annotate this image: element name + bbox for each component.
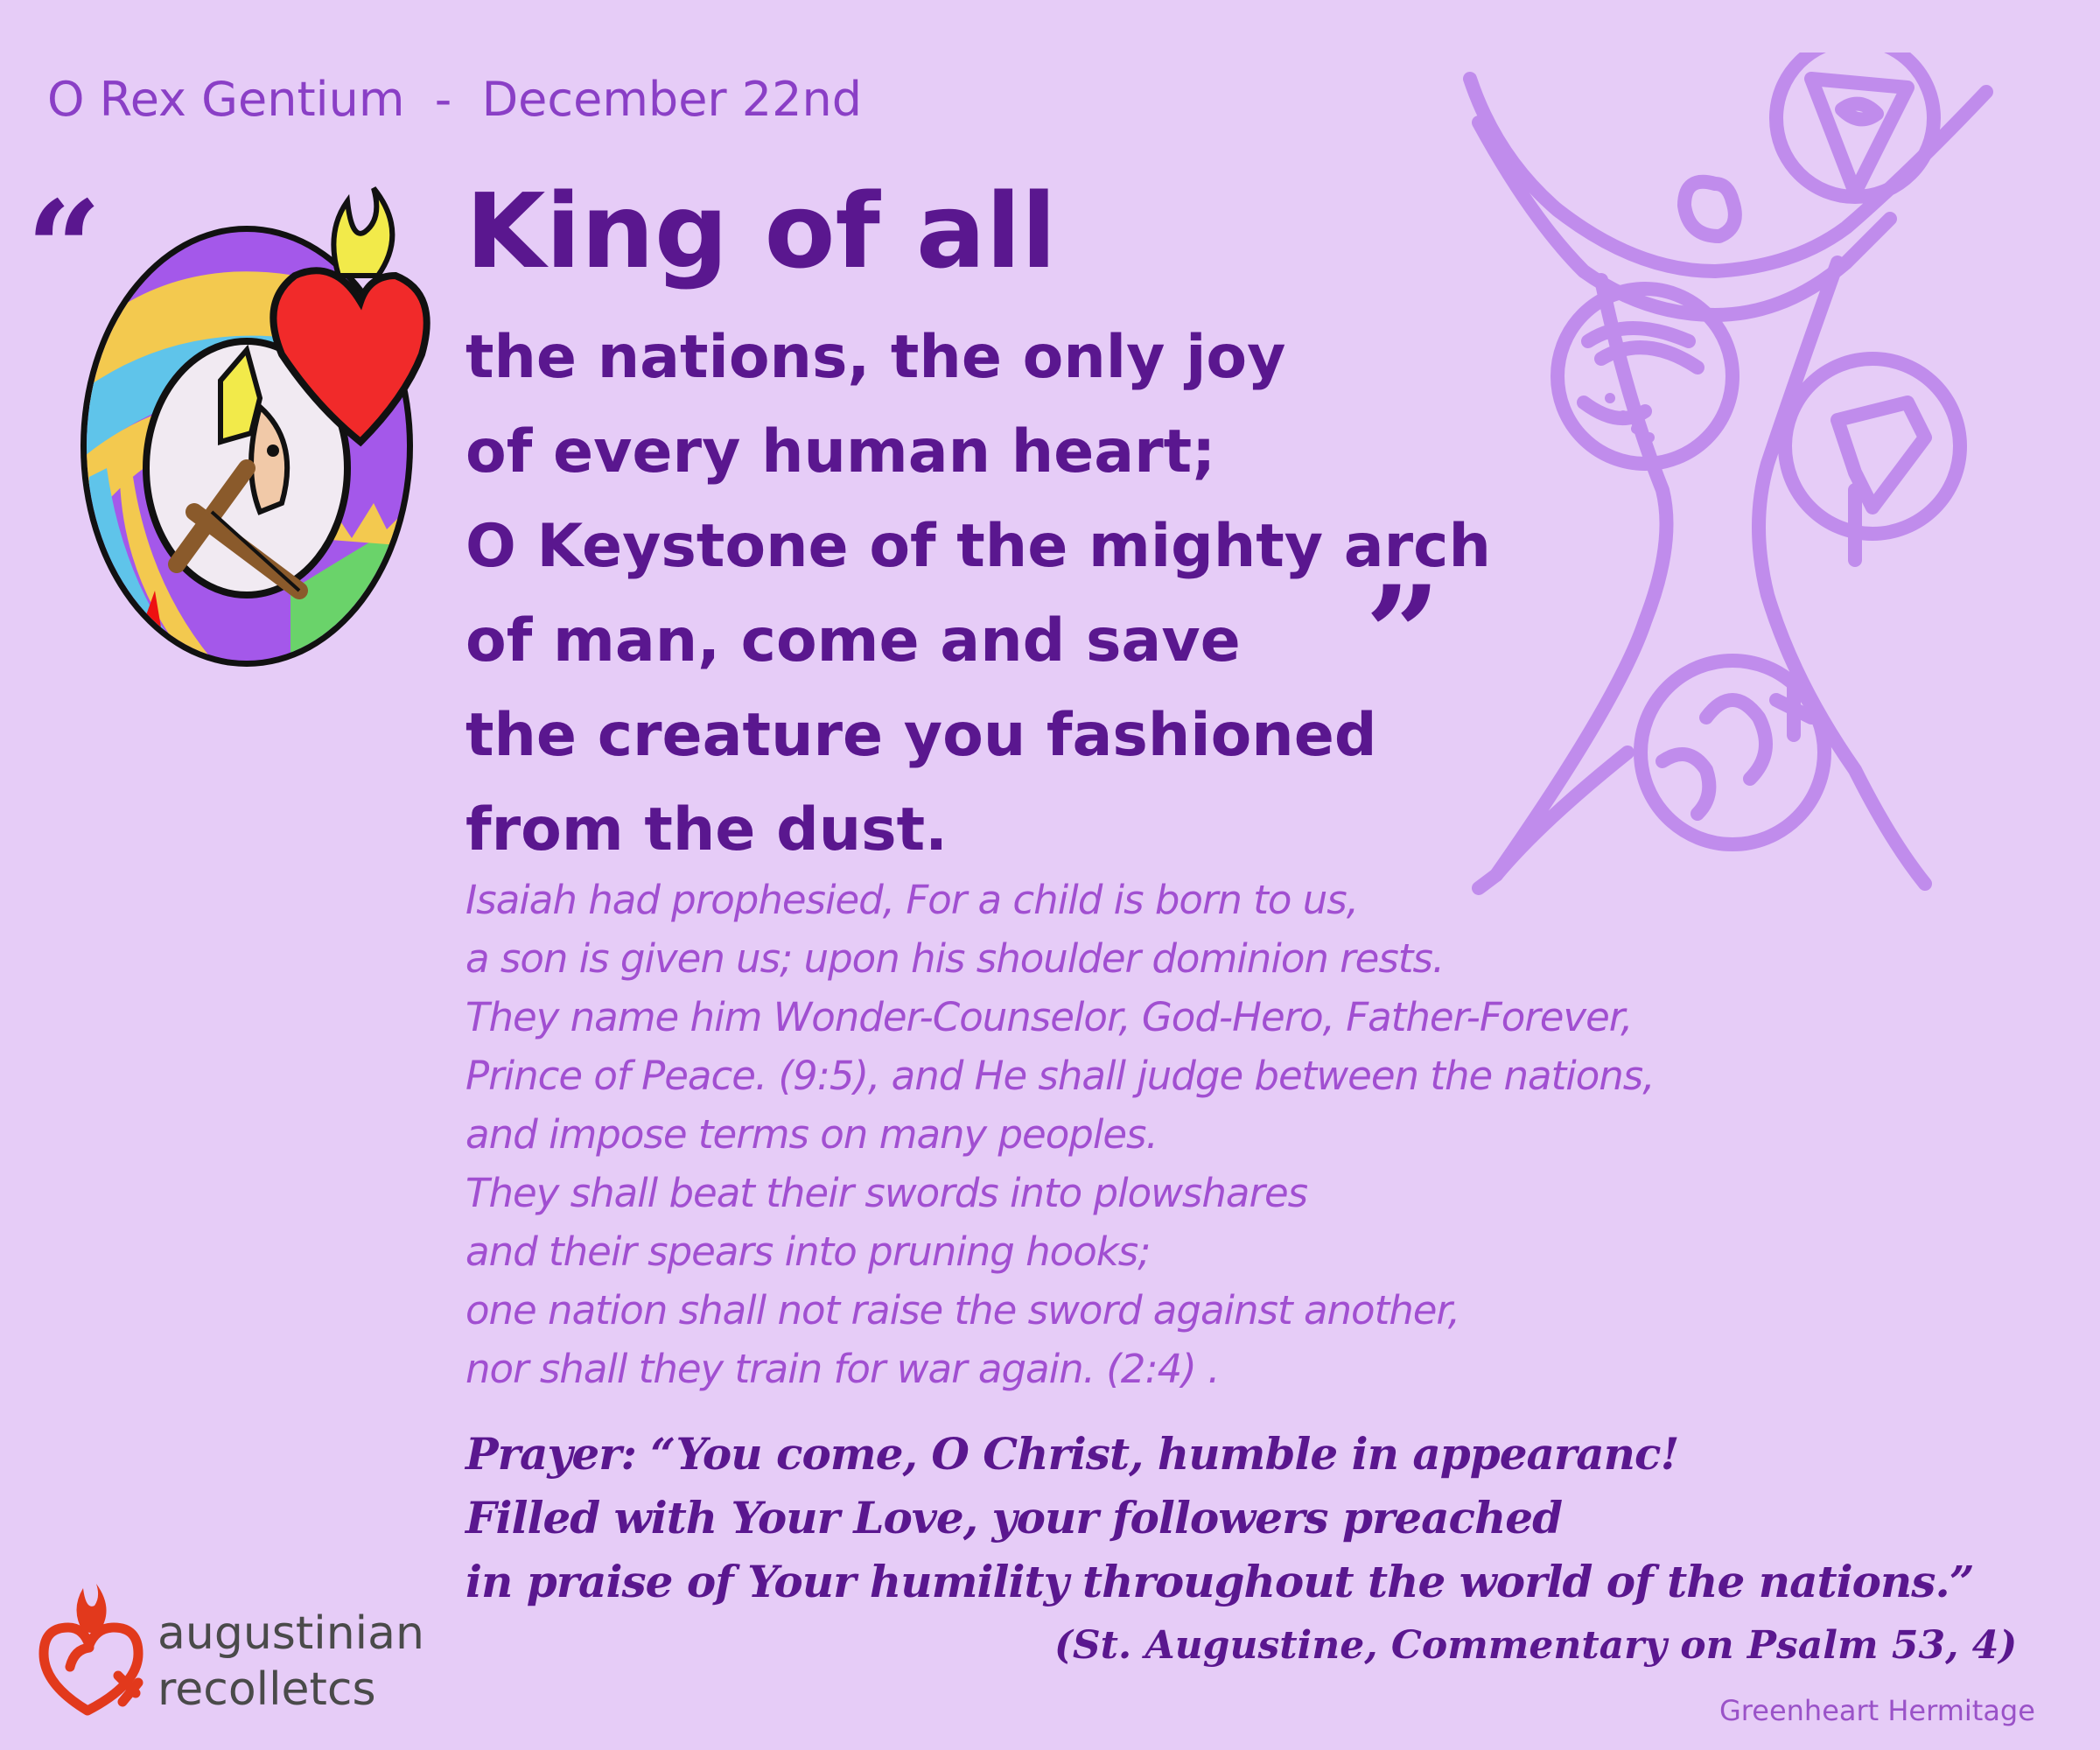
prayer-citation: (St. Augustine, Commentary on Psalm 53, 4) (1054, 1623, 2018, 1668)
jesse-tree-figure-icon (1382, 52, 2012, 936)
prophecy-line: and their spears into pruning hooks; (466, 1228, 1151, 1275)
prophecy-line: a son is given us; upon his shoulder dominion rests. (466, 935, 1445, 982)
logo-line-1: augustinian (158, 1607, 424, 1660)
medallion-illustration-icon (72, 179, 448, 678)
prophecy-line: They shall beat their swords into plowshares (466, 1170, 1308, 1216)
augustinian-recollects-logo-text (158, 1606, 424, 1718)
antiphon-line: of man, come and save (466, 606, 1241, 676)
opening-quote-mark: “ (26, 172, 102, 326)
prophecy-line: Isaiah had prophesied, For a child is born to us, (466, 877, 1358, 923)
antiphon-line: the creature you fashioned (466, 701, 1377, 770)
credit-text: Greenheart Hermitage (1719, 1694, 2035, 1727)
prayer-line: in praise of Your humility throughout the world of the nations.” (466, 1556, 1974, 1607)
antiphon-headline: King of all (466, 171, 1057, 291)
prophecy-line: one nation shall not raise the sword against another, (466, 1287, 1460, 1334)
flaming-heart-logo-icon (35, 1579, 149, 1719)
antiphon-line: the nations, the only joy (466, 323, 1286, 392)
antiphon-verse (466, 311, 1491, 878)
prayer-line: Prayer: “You come, O Christ, humble in appearanc! (466, 1428, 1679, 1480)
closing-quote-mark: ” (1365, 557, 1441, 711)
antiphon-line: O Keystone of the mighty arch (466, 512, 1491, 581)
prayer-text (466, 1422, 1974, 1614)
antiphon-line: of every human heart; (466, 417, 1216, 486)
prophecy-line: They name him Wonder-Counselor, God-Hero, Father-Forever, (466, 994, 1633, 1040)
logo-line-2: recolletcs (158, 1663, 376, 1716)
prophecy-text (466, 871, 1655, 1398)
antiphon-line: from the dust. (466, 795, 948, 864)
prophecy-line: nor shall they train for war again. (2:4) . (466, 1346, 1220, 1392)
prophecy-line: and impose terms on many peoples. (466, 1111, 1158, 1158)
prophecy-line: Prince of Peace. (9:5), and He shall judge between the nations, (466, 1053, 1655, 1099)
page-title: O Rex Gentium - December 22nd (47, 72, 862, 127)
prayer-line: Filled with Your Love, your followers preached (466, 1492, 1563, 1544)
